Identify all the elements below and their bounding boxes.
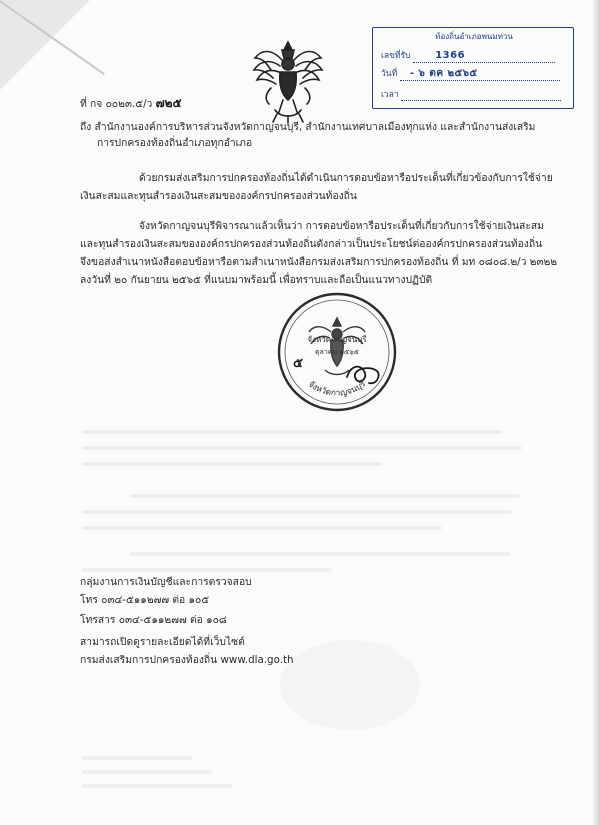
page-edge-shadow xyxy=(592,0,600,825)
paragraph-1-line-1: ด้วยกรมส่งเสริมการปกครองท้องถิ่นได้ดำเนินการตอบข้อหารือประเด็นที่เกี่ยวข้องกับการใช้จ่าย xyxy=(139,172,553,184)
receipt-time-row xyxy=(381,90,567,101)
paragraph-2-line-4: ลงวันที่ ๒๐ กันยายน ๒๕๖๕ ที่แนบมาพร้อมนี้ เพื่อทราบและถือเป็นแนวทางปฏิบัติ xyxy=(80,274,433,286)
folded-corner xyxy=(0,0,90,90)
receipt-date-value: - ๖ ตค ๒๕๖๕ xyxy=(400,68,560,81)
receipt-number-row xyxy=(381,50,567,63)
addressee-line-2: การปกครองท้องถิ่นอำเภอทุกอำเภอ xyxy=(97,137,253,149)
handwritten-signature xyxy=(343,355,383,395)
receipt-stamp xyxy=(372,27,574,109)
garuda-emblem xyxy=(251,38,325,124)
receipt-date-row xyxy=(381,68,567,81)
reference-label: ที่ กจ ๐๐๒๓.๕/ว xyxy=(80,98,153,110)
receipt-date-label: วันที่ xyxy=(381,69,398,79)
seal-top-text: จังหวัดกาญจนบุรี xyxy=(307,335,367,344)
reference-line xyxy=(80,96,182,112)
receipt-time-label: เวลา xyxy=(381,90,399,100)
footer-phone: โทร ๐๓๔-๕๑๑๒๗๗ ต่อ ๑๐๕ xyxy=(80,594,210,606)
paragraph-2-line-1: จังหวัดกาญจนบุรีพิจารณาแล้วเห็นว่า การตอบข้อหารือประเด็นที่เกี่ยวกับการใช้จ่ายเงินสะสม xyxy=(139,220,544,232)
seal-date-text: ตุลาคม ๒๕๖๕ xyxy=(315,348,359,356)
paragraph-2-line-3: จึงขอส่งสำเนาหนังสือตอบข้อหารือตามสำเนาหนังสือกรมส่งเสริมการปกครองท้องถิ่น ที่ มท ๐๘๐๘.๒/ว ๒๓๒๒ xyxy=(80,256,558,268)
addressee-line-1: ถึง สำนักงานองค์การบริหารส่วนจังหวัดกาญจนบุรี, สำนักงานเทศบาลเมืองทุกแห่ง และสำนักงานส่งเสริม xyxy=(80,121,536,133)
footer-fax: โทรสาร ๐๓๔-๕๑๑๒๗๗ ต่อ ๑๐๘ xyxy=(80,614,227,626)
receipt-office-label: ท้องถิ่นอำเภอพนมทวน xyxy=(435,32,513,41)
seal-bottom-text: จังหวัดกาญจนบุรี xyxy=(306,379,368,399)
footer-department: กลุ่มงานการเงินบัญชีและการตรวจสอบ xyxy=(80,576,252,588)
receipt-number-label: เลขที่รับ xyxy=(381,51,411,61)
seal-handwritten-day: ๕ xyxy=(293,356,303,371)
paragraph-2-line-2: และทุนสำรองเงินสะสมขององค์กรปกครองส่วนท้องถิ่นดังกล่าวเป็นประโยชน์ต่อองค์กรปกครองส่วนท้องถิ่น xyxy=(80,238,543,250)
paragraph-1-line-2: เงินสะสมและทุนสำรองเงินสะสมขององค์กรปกครองส่วนท้องถิ่น xyxy=(80,190,357,202)
receipt-number-value: 1366 xyxy=(413,50,555,63)
reference-number: ๗๒๕ xyxy=(155,96,182,110)
footer-website: กรมส่งเสริมการปกครองท้องถิ่น www.dla.go.th xyxy=(80,654,294,666)
footer-detail-note: สามารถเปิดดูรายละเอียดได้ที่เว็บไซต์ xyxy=(80,636,245,648)
